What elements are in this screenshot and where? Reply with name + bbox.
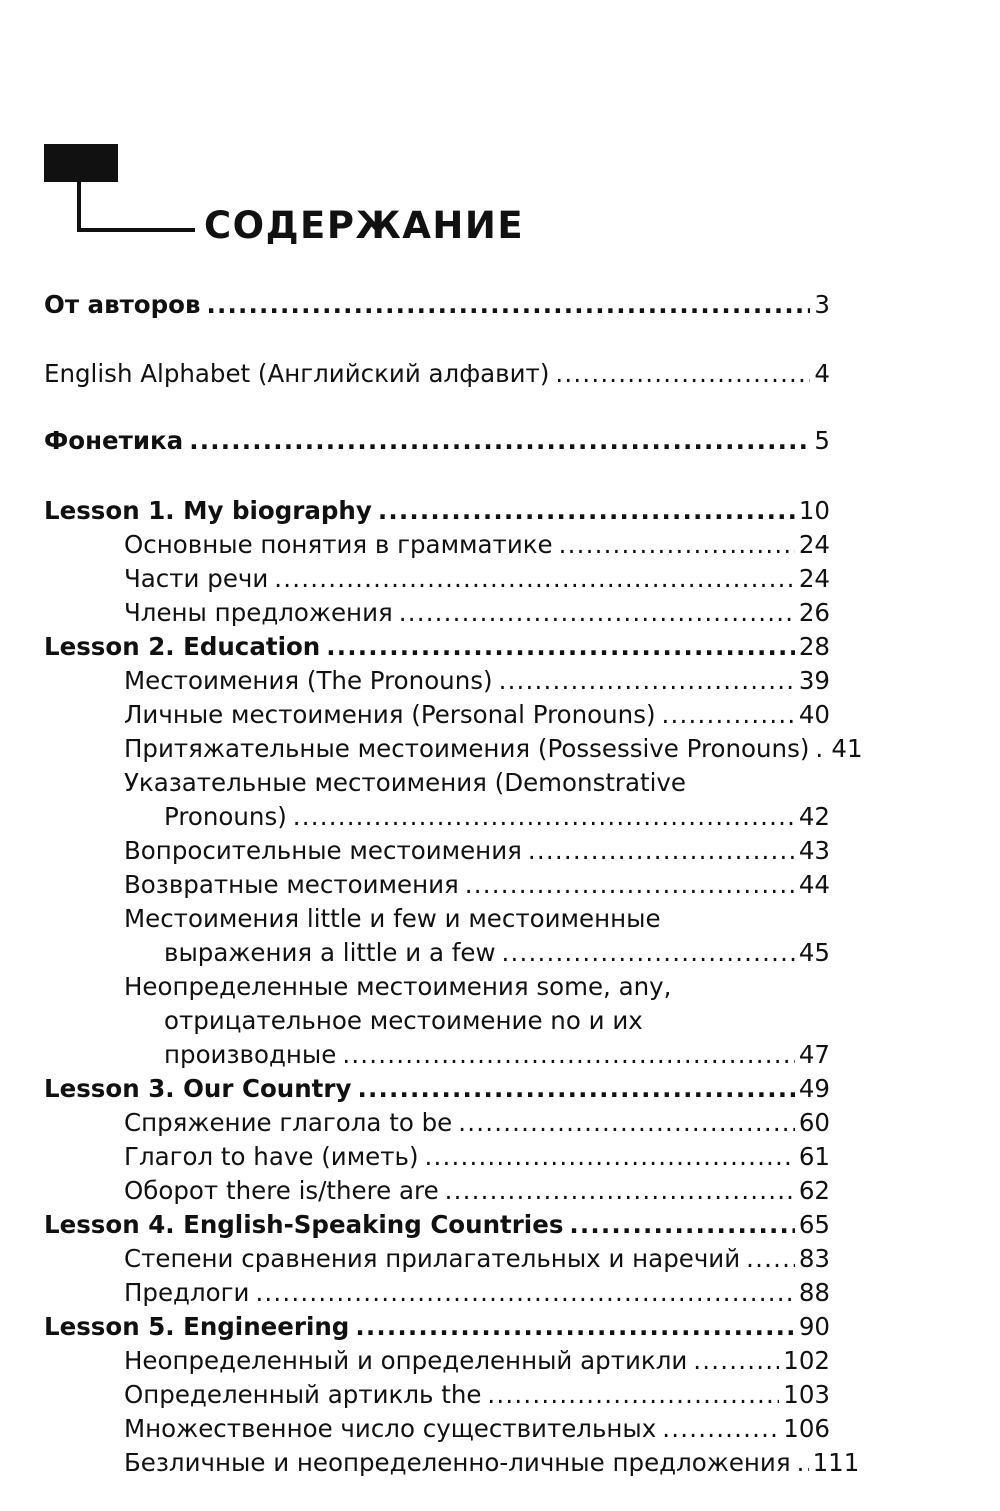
toc-page-number: 40	[798, 700, 830, 729]
toc-subentry[interactable]	[124, 868, 830, 902]
toc-dot-leader	[207, 288, 811, 322]
toc-entry-title: Lesson 2. Education	[44, 632, 321, 661]
toc-subentry[interactable]	[124, 528, 830, 562]
toc-page-number: 111	[812, 1448, 860, 1477]
toc-subentry[interactable]	[124, 698, 830, 732]
toc-entry-title: Глагол to have (иметь)	[124, 1142, 419, 1171]
toc-entry-title: Части речи	[124, 564, 269, 593]
toc-entry-title: Основные понятия в грамматике	[124, 530, 553, 559]
toc-entry-title: Pronouns)	[164, 802, 287, 831]
toc-entry-lesson-5[interactable]	[44, 1310, 830, 1344]
toc-entry-title: Неопределенный и определенный артикли	[124, 1346, 688, 1375]
toc-subentry[interactable]	[124, 664, 830, 698]
toc-subentry[interactable]	[124, 732, 863, 766]
toc-entry-title: производные	[164, 1040, 337, 1069]
toc-dot-leader	[355, 1310, 794, 1344]
toc-entry-title: Lesson 4. English-Speaking Countries	[44, 1210, 564, 1239]
toc-subentry[interactable]	[124, 596, 830, 630]
toc-dot-leader	[569, 1208, 794, 1242]
toc-entry-title: English Alphabet (Английский алфавит)	[44, 359, 550, 388]
toc-dot-leader	[255, 1276, 794, 1310]
toc-entry-title: Lesson 3. Our Country	[44, 1074, 352, 1103]
toc-subentry[interactable]	[124, 1378, 830, 1412]
toc-entry-phonetics[interactable]	[44, 424, 830, 458]
toc-page-number: 45	[798, 938, 830, 967]
toc-entry-title: Предлоги	[124, 1278, 250, 1307]
toc-entry-title: Спряжение глагола to be	[124, 1108, 453, 1137]
toc-page-number: 102	[783, 1346, 830, 1375]
toc-dot-leader	[189, 424, 810, 458]
toc-dot-leader	[425, 1140, 795, 1174]
toc-page-number: 3	[814, 290, 830, 319]
toc-dot-leader	[746, 1242, 795, 1276]
toc-subentry-continuation[interactable]	[164, 1038, 830, 1072]
toc-page-number: 60	[798, 1108, 830, 1137]
toc-dot-leader	[378, 494, 795, 528]
toc-subentry[interactable]	[124, 1276, 830, 1310]
toc-entry-title: Определенный артикль the	[124, 1380, 482, 1409]
toc-subentry[interactable]	[124, 1242, 830, 1276]
toc-entry-title: Степени сравнения прилагательных и наречий	[124, 1244, 741, 1273]
corner-vertical-rule	[77, 182, 81, 232]
toc-entry-title: Множественное число существительных	[124, 1414, 657, 1443]
toc-page-number: 88	[798, 1278, 830, 1307]
toc-page-number: 65	[798, 1210, 830, 1239]
toc-page-number: 39	[798, 666, 830, 695]
toc-entry-title: Вопросительные местоимения	[124, 836, 522, 865]
toc-entry-title: Возвратные местоимения	[124, 870, 459, 899]
toc-page-number: 103	[783, 1380, 830, 1409]
toc-subentry[interactable]	[124, 562, 830, 596]
toc-dot-leader	[662, 1412, 779, 1446]
toc-page-number: 44	[798, 870, 830, 899]
corner-block-decoration	[44, 144, 118, 182]
toc-page-number: 10	[798, 496, 830, 525]
toc-page-number: 4	[814, 359, 830, 388]
toc-dot-leader	[465, 868, 795, 902]
toc-subentry-first-line[interactable]: Местоимения little и few и местоименные	[124, 904, 661, 933]
toc-entry-title: Личные местоимения (Personal Pronouns)	[124, 700, 656, 729]
toc-dot-leader	[555, 357, 810, 391]
toc-page-number: 24	[798, 564, 830, 593]
toc-dot-leader	[342, 1038, 794, 1072]
toc-dot-leader	[815, 732, 827, 766]
toc-page-number: 61	[798, 1142, 830, 1171]
toc-dot-leader	[445, 1174, 795, 1208]
toc-entry-lesson-1[interactable]	[44, 494, 830, 528]
toc-page-number: 43	[798, 836, 830, 865]
toc-dot-leader	[502, 936, 795, 970]
toc-page-number: 41	[831, 734, 863, 763]
toc-subentry[interactable]	[124, 1446, 860, 1480]
toc-entry-from-authors[interactable]	[44, 288, 830, 322]
toc-subentry[interactable]	[124, 1412, 830, 1446]
toc-dot-leader	[797, 1446, 809, 1480]
toc-page-number: 62	[798, 1176, 830, 1205]
toc-entry-title: Члены предложения	[124, 598, 393, 627]
toc-entry-title: Фонетика	[44, 426, 184, 455]
toc-entry-title: От авторов	[44, 290, 201, 319]
toc-page-number: 90	[798, 1312, 830, 1341]
page-title: СОДЕРЖАНИЕ	[204, 204, 525, 247]
toc-subentry-continuation[interactable]	[164, 800, 830, 834]
toc-dot-leader	[487, 1378, 779, 1412]
toc-page-number: 5	[814, 426, 830, 455]
toc-entry-lesson-2[interactable]	[44, 630, 830, 664]
toc-entry-title: Lesson 5. Engineering	[44, 1312, 350, 1341]
toc-dot-leader	[528, 834, 795, 868]
toc-entry-title: Притяжательные местоимения (Possessive Pronouns)	[124, 734, 810, 763]
toc-page-number: 24	[798, 530, 830, 559]
toc-entry-title: Безличные и неопределенно-личные предложения	[124, 1448, 791, 1477]
toc-page-number: 26	[798, 598, 830, 627]
toc-dot-leader	[499, 664, 795, 698]
toc-subentry[interactable]	[124, 1140, 830, 1174]
toc-entry-english-alphabet[interactable]	[44, 357, 830, 391]
toc-page-number: 106	[783, 1414, 830, 1443]
toc-page-number: 28	[798, 632, 830, 661]
toc-entry-lesson-4[interactable]	[44, 1208, 830, 1242]
toc-entry-lesson-3[interactable]	[44, 1072, 830, 1106]
toc-subentry[interactable]	[124, 834, 830, 868]
toc-dot-leader	[458, 1106, 795, 1140]
toc-subentry[interactable]	[124, 1174, 830, 1208]
toc-page-number: 49	[798, 1074, 830, 1103]
toc-dot-leader	[399, 596, 795, 630]
toc-dot-leader	[693, 1344, 779, 1378]
toc-page-number: 42	[798, 802, 830, 831]
toc-subentry-middle-line[interactable]: отрицательное местоимение no и их	[164, 1006, 643, 1035]
toc-subentry-first-line[interactable]: Указательные местоимения (Demonstrative	[124, 768, 687, 797]
toc-dot-leader	[274, 562, 795, 596]
toc-subentry-first-line[interactable]: Неопределенные местоимения some, any,	[124, 972, 672, 1001]
toc-dot-leader	[662, 698, 795, 732]
toc-dot-leader	[357, 1072, 794, 1106]
toc-entry-title: Местоимения (The Pronouns)	[124, 666, 493, 695]
corner-horizontal-rule	[77, 228, 195, 232]
toc-entry-title: выражения a little и a few	[164, 938, 496, 967]
toc-dot-leader	[293, 800, 795, 834]
toc-page-number: 47	[798, 1040, 830, 1069]
toc-subentry[interactable]	[124, 1106, 830, 1140]
toc-dot-leader	[326, 630, 795, 664]
toc-dot-leader	[559, 528, 795, 562]
toc-entry-title: Lesson 1. My biography	[44, 496, 372, 525]
toc-subentry-continuation[interactable]	[164, 936, 830, 970]
toc-page-number: 83	[798, 1244, 830, 1273]
toc-entry-title: Оборот there is/there are	[124, 1176, 439, 1205]
toc-subentry[interactable]	[124, 1344, 830, 1378]
